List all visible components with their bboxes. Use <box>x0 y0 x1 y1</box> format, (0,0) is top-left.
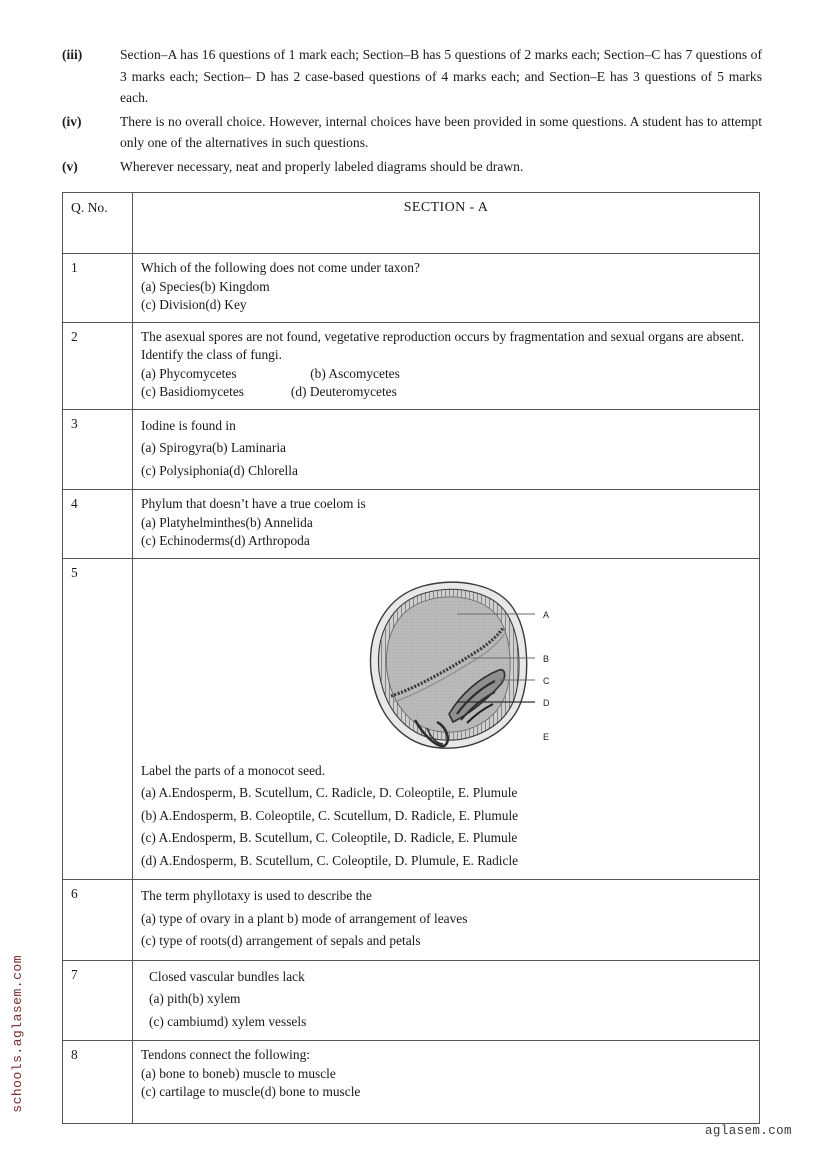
question-number: 3 <box>71 415 78 431</box>
question-number: 8 <box>71 1047 78 1062</box>
option-line: (a) pith(b) xylem <box>149 991 241 1006</box>
option-line: (c) Division(d) Key <box>141 297 247 312</box>
question-body-cell <box>133 254 760 323</box>
question-number: 7 <box>71 966 78 982</box>
instruction-item <box>62 156 762 178</box>
instruction-marker: (iii) <box>62 47 83 62</box>
table-row <box>63 254 760 323</box>
instruction-text: There is no overall choice. However, internal choices have been provided in some questions. A student has to attempt only one of the alternatives in such questions. <box>120 113 762 150</box>
question-body-cell <box>133 490 760 559</box>
question-content <box>141 885 751 953</box>
monocot-seed-diagram <box>353 568 563 758</box>
option-line: (c) cambiumd) xylem vessels <box>149 1013 307 1029</box>
diagram-label-b: B <box>543 653 550 664</box>
endosperm-region <box>386 596 510 731</box>
question-stem: Tendons connect the following: <box>141 1047 311 1062</box>
question-number-cell <box>63 960 133 1041</box>
question-stem: Iodine is found in <box>141 417 236 433</box>
option-line: (c) cartilage to muscle(d) bone to muscle <box>141 1084 361 1099</box>
option-line: (a) type of ovary in a plant b) mode of arrangement of leaves <box>141 910 468 926</box>
table-header-row <box>63 193 760 254</box>
question-table <box>62 192 760 1124</box>
option-line: (a) Phycomycetes (b) Ascomycetes <box>141 365 400 381</box>
instructions-list <box>62 44 762 179</box>
question-number: 6 <box>71 886 78 901</box>
question-stem: Label the parts of a monocot seed. <box>141 762 326 778</box>
question-content <box>141 415 751 483</box>
table-row <box>63 409 760 490</box>
question-content <box>141 966 751 1034</box>
option-line: (a) Spirogyra(b) Laminaria <box>141 440 287 455</box>
question-stem: Which of the following does not come under taxon? <box>141 260 420 275</box>
table-row <box>63 322 760 409</box>
table-row <box>63 490 760 559</box>
option-line: (c) type of roots(d) arrangement of sepals and petals <box>141 933 421 948</box>
header-cell-section <box>133 193 760 254</box>
instruction-text: Wherever necessary, neat and properly labeled diagrams should be drawn. <box>120 158 524 174</box>
instruction-item <box>62 111 762 154</box>
question-number: 4 <box>71 496 78 511</box>
question-number: 1 <box>71 260 78 275</box>
question-number-cell <box>63 322 133 409</box>
question-number-cell <box>63 254 133 323</box>
question-content <box>141 328 751 402</box>
option-line: (a) Platyhelminthes(b) Annelida <box>141 514 313 530</box>
question-number-cell <box>63 490 133 559</box>
question-body-cell <box>133 880 760 961</box>
question-stem: Phylum that doesn’t have a true coelom is <box>141 496 366 511</box>
option-line: (a) Species(b) Kingdom <box>141 278 270 294</box>
option-line: (c) Echinoderms(d) Arthropoda <box>141 533 310 548</box>
option-line: (a) bone to boneb) muscle to muscle <box>141 1065 336 1081</box>
section-title: SECTION - A <box>403 200 489 215</box>
question-content <box>141 259 751 315</box>
question-body-cell <box>133 322 760 409</box>
option-line: (d) A.Endosperm, B. Scutellum, C. Coleoptile, D. Plumule, E. Radicle <box>141 852 519 868</box>
question-number-cell <box>63 880 133 961</box>
table-row <box>63 960 760 1041</box>
diagram-label-d: D <box>543 697 550 708</box>
question-content <box>141 495 751 551</box>
option-line: (c) Basidiomycetes (d) Deuteromycetes <box>141 384 397 399</box>
question-stem: The asexual spores are not found, vegetative reproduction occurs by fragmentation and sexual organs are absent. Identify the class of fungi. <box>141 328 745 362</box>
diagram-label-c: C <box>543 675 550 686</box>
question-content <box>141 1046 751 1116</box>
instruction-marker: (iv) <box>62 113 82 129</box>
option-line: (b) A.Endosperm, B. Coleoptile, C. Scutellum, D. Radicle, E. Plumule <box>141 807 519 823</box>
question-number: 5 <box>71 564 78 580</box>
diagram-label-a: A <box>543 609 550 620</box>
diagram-container <box>141 564 751 760</box>
question-number-cell <box>63 409 133 490</box>
question-number: 2 <box>71 328 78 344</box>
option-line: (c) Polysiphonia(d) Chlorella <box>141 462 298 478</box>
question-body-cell <box>133 1041 760 1124</box>
question-body-cell <box>133 558 760 880</box>
option-line: (c) A.Endosperm, B. Scutellum, C. Coleoptile, D. Radicle, E. Plumule <box>141 830 518 845</box>
instruction-item <box>62 44 762 109</box>
instruction-marker: (v) <box>62 158 78 174</box>
header-cell-qno <box>63 193 133 254</box>
question-stem: The term phyllotaxy is used to describe the <box>141 888 372 903</box>
qno-header-label: Q. No. <box>71 200 108 215</box>
question-content <box>141 760 751 873</box>
question-number-cell <box>63 1041 133 1124</box>
question-body-cell <box>133 960 760 1041</box>
diagram-label-e: E <box>543 731 550 742</box>
bottom-watermark: aglasem.com <box>705 1124 792 1138</box>
question-stem: Closed vascular bundles lack <box>149 968 305 984</box>
question-number-cell <box>63 558 133 880</box>
instruction-text: Section–A has 16 questions of 1 mark each; Section–B has 5 questions of 2 marks each; Section–C has 7 questions of 3 marks each; Section– D has 2 case-based questions of 4 marks each; and Section–E has 3 questions of 5 marks each. <box>120 47 762 105</box>
table-row <box>63 880 760 961</box>
option-line: (a) A.Endosperm, B. Scutellum, C. Radicle, D. Coleoptile, E. Plumule <box>141 785 518 800</box>
question-body-cell <box>133 409 760 490</box>
table-row <box>63 1041 760 1124</box>
table-row <box>63 558 760 880</box>
side-watermark: schools.aglasem.com <box>10 955 25 1113</box>
